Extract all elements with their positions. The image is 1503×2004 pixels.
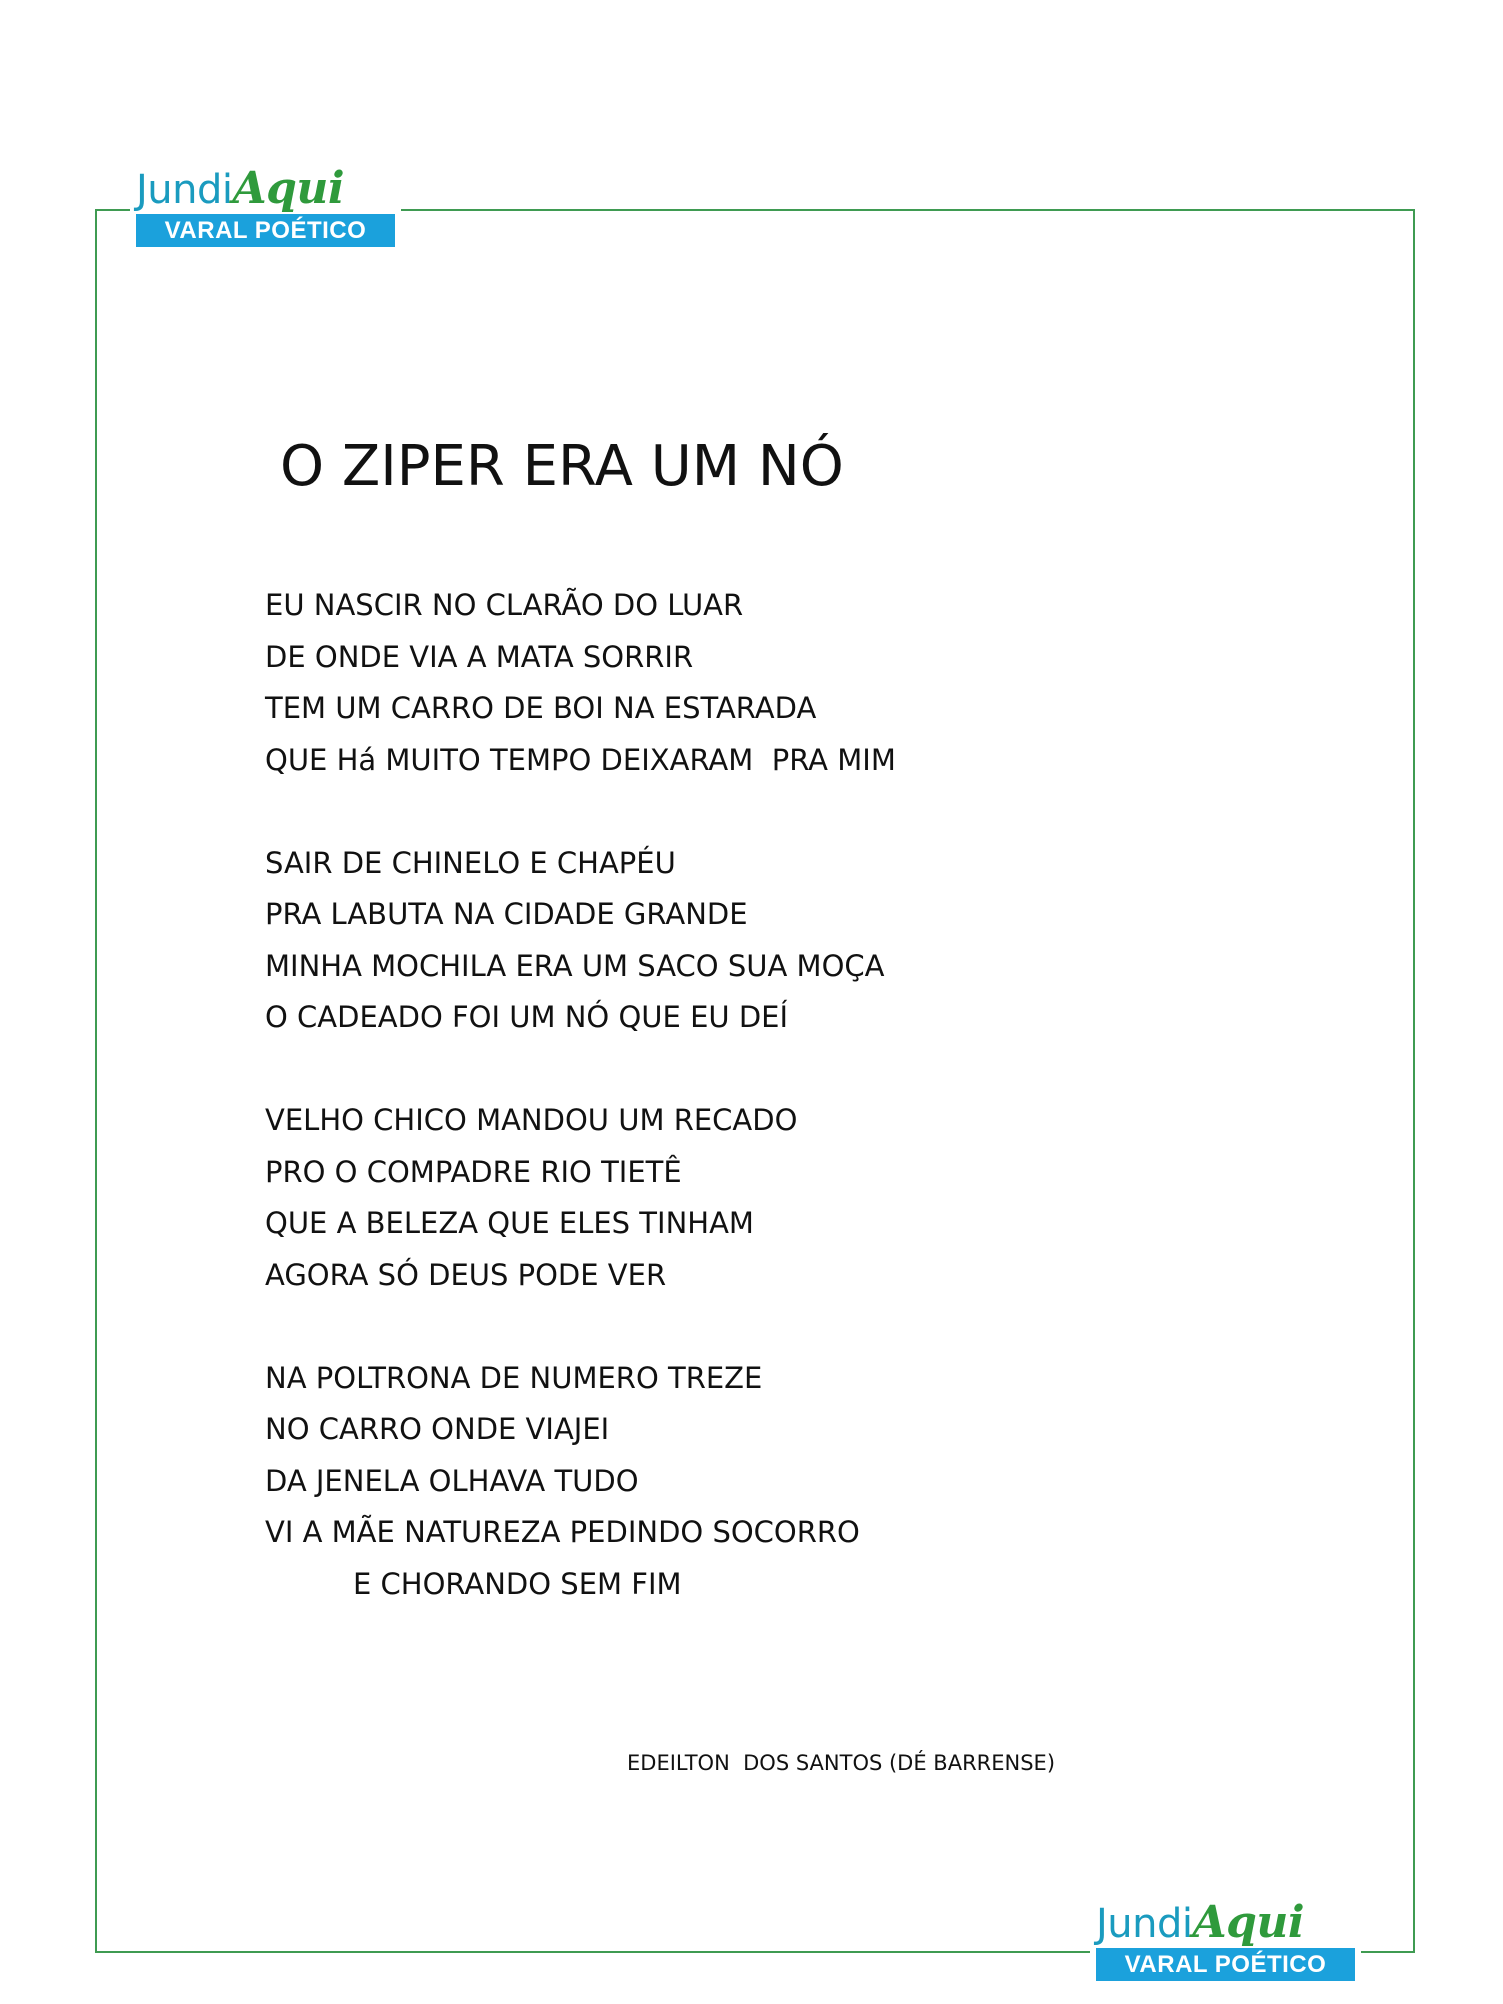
poem-line: VI A MÃE NATUREZA PEDINDO SOCORRO bbox=[265, 1515, 860, 1549]
logo-name-aqui: Aqui bbox=[1192, 1897, 1305, 1948]
logo-badge: VARAL POÉTICO bbox=[136, 214, 395, 247]
poem-line: DA JENELA OLHAVA TUDO bbox=[265, 1463, 639, 1498]
logo-badge: VARAL POÉTICO bbox=[1096, 1948, 1355, 1981]
poem-line: NO CARRO ONDE VIAJEI bbox=[265, 1412, 610, 1446]
poem-line: NA POLTRONA DE NUMERO TREZE bbox=[265, 1360, 763, 1395]
logo-wordmark bbox=[136, 164, 395, 214]
stanza-1 bbox=[265, 580, 1265, 786]
poem-line: QUE Há MUITO TEMPO DEIXARAM PRA MIM bbox=[265, 742, 896, 777]
logo-top bbox=[130, 164, 401, 247]
poem-line: AGORA SÓ DEUS PODE VER bbox=[265, 1257, 667, 1292]
poem-line: TEM UM CARRO DE BOI NA ESTARADA bbox=[265, 691, 817, 725]
poem-line: O CADEADO FOI UM NÓ QUE EU DEÍ bbox=[265, 1000, 789, 1034]
poem-body bbox=[265, 580, 1265, 1662]
logo-name-aqui: Aqui bbox=[232, 163, 345, 214]
poem-line: SAIR DE CHINELO E CHAPÉU bbox=[265, 845, 676, 880]
logo-wordmark bbox=[1096, 1898, 1355, 1948]
poem-line: EU NASCIR NO CLARÃO DO LUAR bbox=[265, 588, 744, 622]
stanza-4 bbox=[265, 1353, 1265, 1611]
poem-line: E CHORANDO SEM FIM bbox=[353, 1566, 682, 1601]
logo-name-jundi: Jundi bbox=[1096, 1901, 1193, 1947]
stanza-2 bbox=[265, 838, 1265, 1044]
logo-name-jundi: Jundi bbox=[136, 167, 233, 213]
poem-line: MINHA MOCHILA ERA UM SACO SUA MOÇA bbox=[265, 948, 885, 983]
stanza-3 bbox=[265, 1095, 1265, 1301]
logo-bottom bbox=[1090, 1898, 1361, 1981]
poem-line: DE ONDE VIA A MATA SORRIR bbox=[265, 639, 694, 674]
poem-title: O ZIPER ERA UM NÓ bbox=[280, 434, 844, 499]
poem-line: PRA LABUTA NA CIDADE GRANDE bbox=[265, 897, 748, 931]
author-signature: EDEILTON DOS SANTOS (DÉ BARRENSE) bbox=[627, 1751, 1056, 1775]
poem-line: VELHO CHICO MANDOU UM RECADO bbox=[265, 1103, 798, 1137]
poem-line: PRO O COMPADRE RIO TIETÊ bbox=[265, 1154, 682, 1189]
poem-line: QUE A BELEZA QUE ELES TINHAM bbox=[265, 1206, 754, 1240]
